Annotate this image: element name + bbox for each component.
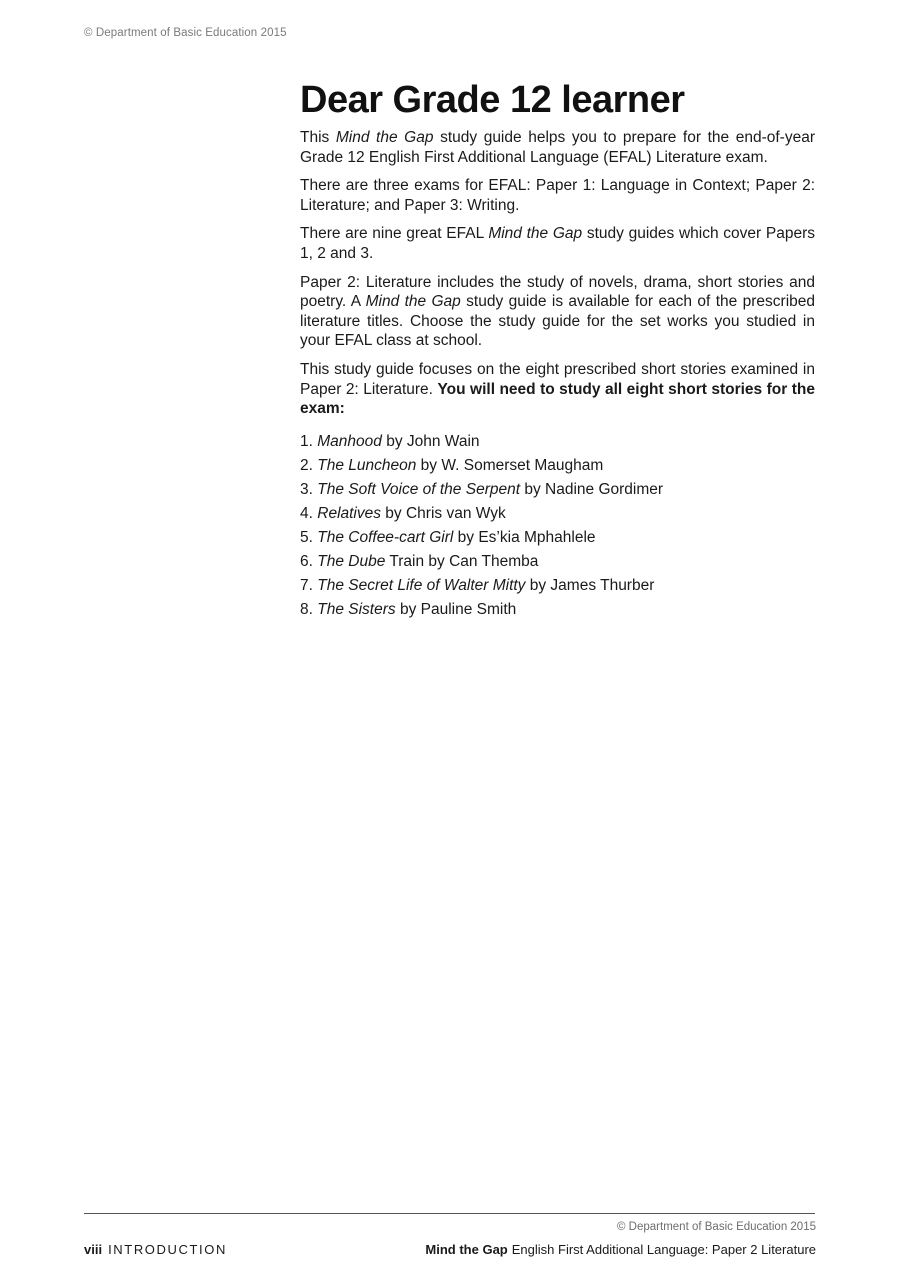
subject-name: English First Additional Language: Paper 2 Literature — [511, 1242, 816, 1257]
section-name: INTRODUCTION — [108, 1242, 227, 1257]
text-segment: There are nine great EFAL — [300, 225, 489, 243]
story-title: The Dube — [317, 552, 386, 570]
story-author: by James Thurber — [525, 576, 655, 594]
text-segment: This — [300, 129, 336, 146]
list-number: 6. — [300, 552, 313, 570]
footer-copyright: © Department of Basic Education 2015 — [617, 1221, 816, 1233]
body-paragraphs — [300, 128, 815, 419]
story-author: by Chris van Wyk — [381, 504, 506, 522]
story-title: Relatives — [317, 504, 381, 522]
list-item — [300, 574, 815, 598]
header-copyright: © Department of Basic Education 2015 — [84, 27, 287, 39]
main-content — [300, 78, 815, 622]
text-segment: This study guide focuses on the eight prescribed short stories examined in Paper 2: Literature. — [300, 360, 815, 398]
body-paragraph — [300, 176, 815, 215]
text-segment: study guide is available for each of the prescribed literature titles. Choose the study guide for the set works you studied in your EFAL class at school. — [300, 293, 815, 350]
page-number: viii — [84, 1242, 103, 1257]
story-author: by W. Somerset Maugham — [416, 456, 604, 474]
list-item — [300, 430, 815, 454]
series-name: Mind the Gap — [425, 1242, 508, 1257]
list-item — [300, 526, 815, 550]
list-number: 3. — [300, 480, 313, 498]
story-title: The Coffee-cart Girl — [317, 528, 454, 546]
list-number: 2. — [300, 456, 313, 474]
list-item — [300, 598, 815, 622]
italic-text: Mind the Gap — [488, 225, 583, 243]
body-paragraph — [300, 128, 815, 167]
body-paragraph — [300, 360, 815, 419]
list-item — [300, 550, 815, 574]
list-item — [300, 502, 815, 526]
italic-text: Mind the Gap — [335, 129, 434, 146]
footer-divider — [84, 1213, 815, 1214]
list-number: 5. — [300, 528, 313, 546]
list-number: 1. — [300, 432, 313, 450]
body-paragraph — [300, 224, 815, 263]
story-author: Train by Can Themba — [385, 552, 539, 570]
story-title: The Secret Life of Walter Mitty — [317, 576, 526, 594]
footer-section-label — [84, 1242, 227, 1257]
bold-text: You will need to study all eight short stories for the exam: — [300, 380, 816, 418]
list-number: 7. — [300, 576, 313, 594]
short-story-list — [300, 430, 815, 622]
story-author: by John Wain — [381, 432, 480, 450]
story-title: The Sisters — [317, 600, 396, 618]
text-segment: study guides which cover Papers 1, 2 and 3. — [300, 225, 815, 262]
list-number: 4. — [300, 504, 313, 522]
story-title: Manhood — [317, 432, 382, 450]
list-item — [300, 478, 815, 502]
story-title: The Soft Voice of the Serpent — [317, 480, 521, 498]
italic-text: Mind the Gap — [365, 293, 461, 311]
text-segment: study guide helps you to prepare for the end-of-year Grade 12 English First Additional Language (EFAL) Literature exam. — [300, 129, 815, 166]
story-author: by Pauline Smith — [395, 600, 517, 618]
text-segment: Paper 2: Literature includes the study of novels, drama, short stories and poetry. A — [300, 273, 815, 311]
list-item — [300, 454, 815, 478]
list-number: 8. — [300, 600, 313, 618]
footer-series-label — [425, 1242, 816, 1257]
story-author: by Nadine Gordimer — [520, 480, 664, 498]
text-segment: There are three exams for EFAL: Paper 1: Language in Context; Paper 2: Literature; and Paper 3: Writing. — [300, 177, 815, 214]
page-title: Dear Grade 12 learner — [300, 79, 685, 121]
story-author: by Es’kia Mphahlele — [453, 528, 596, 546]
body-paragraph — [300, 273, 815, 351]
story-title: The Luncheon — [317, 456, 417, 474]
